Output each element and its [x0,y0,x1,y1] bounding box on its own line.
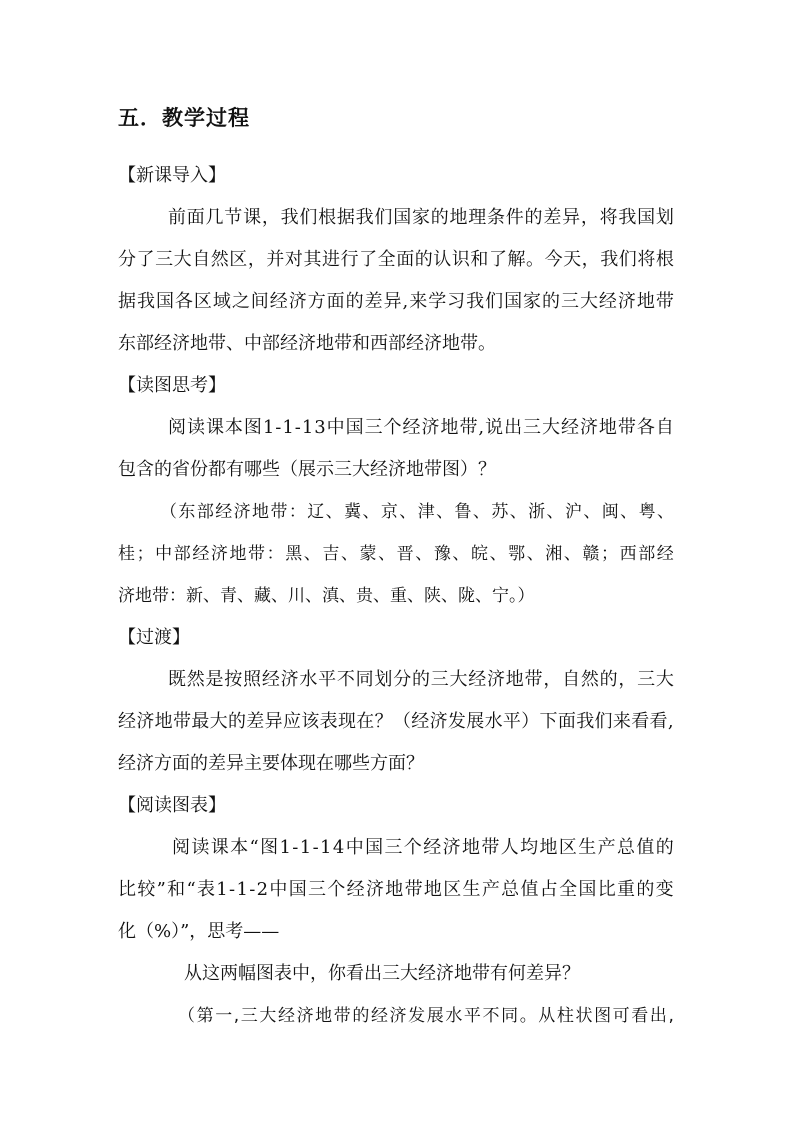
question-line: 从这两幅图表中，你看出三大经济地带有何差异？ [184,963,580,984]
paragraph-line: 化（%）”，思考—— [118,921,280,942]
paragraph-line: 比 较 ” 和 “ 表 1 - 1 - 2 中 国 三 个 经 济 地 带 地 区 生 产 总 值 占 全 国 比 重 的 变 [118,879,674,900]
paragraph-line: 经 济 地 带 最 大 的 差 异 应 该 表 现 在 ？ （ 经 济 发 展 水 平 ） 下 面 我 们 来 看 看 , [118,711,674,732]
paragraph-line: 分 了 三 大 自 然 区 ， 并 对 其 进 行 了 全 面 的 认 识 和 了 解 。 今 天 ， 我 们 将 根 [118,249,674,270]
paragraph-line: 既 然 是 按 照 经 济 水 平 不 同 划 分 的 三 大 经 济 地 带 ， 自 然 的 ， 三 大 [168,669,674,690]
paragraph-line: 东部经济地带、中部经济地带和西部经济地带。 [118,333,496,354]
paragraph-line: 据 我 国 各 区 域 之 间 经 济 方 面 的 差 异 , 来 学 习 我 们 国 家 的 三 大 经 济 地 带 [118,291,674,312]
paragraph-line: 阅 读 课 本 “ 图 1 - 1 - 1 4 中 国 三 个 经 济 地 带 人 均 地 区 生 产 总 值 的 [172,837,674,858]
paragraph-line: 包含的省份都有哪些（展示三大经济地带图）？ [118,459,496,480]
heading-map-reading: 【读图思考】 [118,375,226,396]
paragraph-line: 前 面 几 节 课 ， 我 们 根 据 我 们 国 家 的 地 理 条 件 的 差 异 ， 将 我 国 划 [168,207,674,228]
heading-chart-reading: 【阅读图表】 [118,795,226,816]
answer-line: （ 东 部 经 济 地 带 ： 辽 、 冀 、 京 、 津 、 鲁 、 苏 、 浙 、 沪 、 闽 、 粤 、 [160,502,674,522]
section-title: 五．教学过程 [118,105,250,130]
answer-line: 济地带：新、青、藏、川、滇、贵、重、陕、陇、宁。） [118,586,535,606]
heading-new-lesson: 【新课导入】 [118,165,226,186]
paragraph-line: 经济方面的差异主要体现在哪些方面？ [118,753,424,774]
answer-line: 桂 ； 中 部 经 济 地 带 ： 黑 、 吉 、 蒙 、 晋 、 豫 、 皖 、 鄂 、 湘 、 赣 ； 西 部 经 [118,544,674,564]
answer-line: （ 第 一 , 三 大 经 济 地 带 的 经 济 发 展 水 平 不 同 。 从 柱 状 图 可 看 出 , [178,1006,674,1026]
heading-transition: 【过渡】 [118,627,190,648]
paragraph-line: 阅 读 课 本 图 1 - 1 - 1 3 中 国 三 个 经 济 地 带 , 说 出 三 大 经 济 地 带 各 自 [168,417,674,438]
